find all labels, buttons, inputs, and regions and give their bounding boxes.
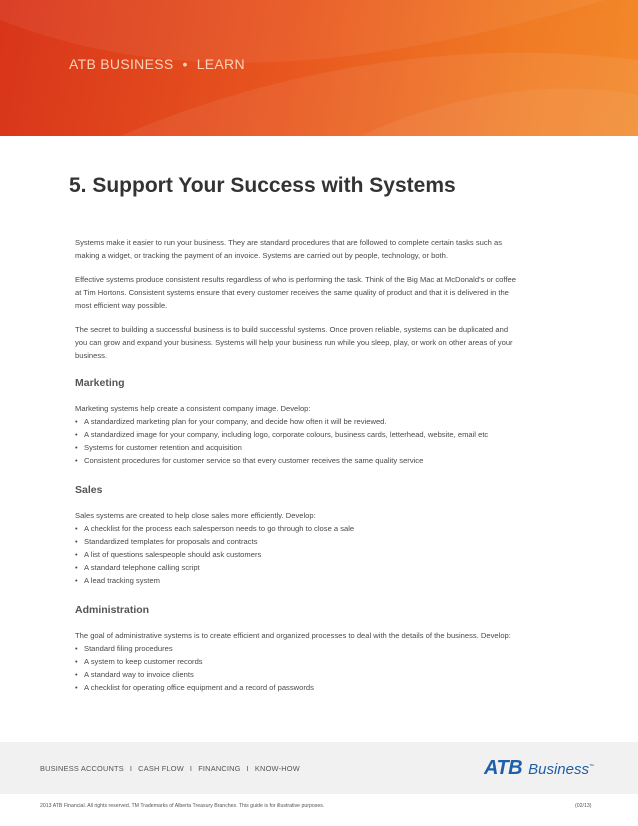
section-heading-sales: Sales [75, 484, 103, 496]
bullet-icon: • [75, 537, 78, 546]
section-intro-administration: The goal of administrative systems is to create efficient and organized processes to deal with the details of the business. Develop: [75, 631, 511, 640]
footer-nav [40, 764, 300, 773]
list-item: • A lead tracking system [75, 576, 160, 585]
bullet-icon: • [75, 657, 78, 666]
bullet-icon: • [75, 417, 78, 426]
atb-business-logo [484, 757, 594, 783]
footer-nav-business-accounts: BUSINESS ACCOUNTS [40, 764, 124, 773]
paragraph-secret: The secret to building a successful business is to build successful systems. Once proven reliable, systems can be duplicated and you can grow and expand your business. Systems will help your business run while you sleep, play, or work on other areas of your business. [75, 325, 513, 360]
bullet-icon: • [75, 644, 78, 653]
list-item: • A standardized marketing plan for your company, and decide how often it will be reviewed. [75, 417, 387, 426]
document-code: (02/13) [575, 803, 592, 809]
legal-notice: 2013 ATB Financial. All rights reserved. TM Trademarks of Alberta Treasury Branches. This guide is for illustrative purposes. [40, 803, 325, 809]
bullet-icon: • [75, 670, 78, 679]
logo-mark: ATB [484, 757, 523, 779]
list-item: • A checklist for the process each salesperson needs to go through to close a sale [75, 524, 355, 533]
list-item: • Standard filing procedures [75, 644, 173, 653]
bullet-list-administration [75, 642, 520, 694]
section-intro-marketing: Marketing systems help create a consistent company image. Develop: [75, 404, 311, 413]
list-item: • A checklist for operating office equipment and a record of passwords [75, 683, 314, 692]
list-item: • A standardized image for your company, including logo, corporate colours, business cards, letterhead, website, email etc [75, 430, 489, 439]
list-item: • A system to keep customer records [75, 657, 203, 666]
nav-separator: I [129, 764, 133, 773]
footer-nav-cash-flow: CASH FLOW [138, 764, 184, 773]
bullet-icon: • [75, 430, 78, 439]
footer-nav-financing: FINANCING [198, 764, 241, 773]
bullet-icon: • [75, 456, 78, 465]
bullet-icon: • [75, 550, 78, 559]
bullet-icon: • [75, 683, 78, 692]
banner-separator: • [182, 56, 188, 72]
list-item: • A list of questions salespeople should ask customers [75, 550, 262, 559]
page-title: 5. Support Your Success with Systems [69, 174, 456, 197]
bullet-icon: • [75, 563, 78, 572]
logo-trademark: ™ [589, 763, 594, 770]
bullet-icon: • [75, 524, 78, 533]
section-heading-marketing: Marketing [75, 377, 125, 389]
banner-section: LEARN [196, 56, 245, 72]
nav-separator: I [246, 764, 249, 773]
bullet-icon: • [75, 443, 78, 452]
footer-nav-know-how: KNOW-HOW [254, 764, 300, 773]
list-item: • Systems for customer retention and acquisition [75, 443, 242, 452]
banner-title [69, 56, 245, 72]
header-banner [0, 0, 638, 136]
nav-separator: I [189, 764, 193, 773]
section-intro-sales: Sales systems are created to help close sales more efficiently. Develop: [75, 511, 316, 520]
logo-wordmark: Business [528, 761, 589, 778]
list-item: • Consistent procedures for customer service so that every customer receives the same quality service [75, 456, 424, 465]
section-heading-administration: Administration [75, 604, 150, 616]
paragraph-intro: Systems make it easier to run your business. They are standard procedures that are followed to complete certain tasks such as making a widget, or tracking the payment of an invoice. Systems are carried out by people, technology, or both. [75, 238, 503, 260]
bullet-icon: • [75, 576, 78, 585]
bullet-list-sales [75, 522, 520, 587]
article-body [75, 236, 520, 707]
paragraph-consistency: Effective systems produce consistent results regardless of who is performing the task. Think of the Big Mac at McDonald’s or coffee at Tim Hortons. Consistent systems ensure that every customer receives the same quality of product and that it is delivered in the most efficient way possible. [75, 275, 516, 310]
list-item: • A standard telephone calling script [75, 563, 200, 572]
list-item: • Standardized templates for proposals and contracts [75, 537, 258, 546]
bullet-list-marketing [75, 415, 520, 467]
list-item: • A standard way to invoice clients [75, 670, 194, 679]
banner-brand: ATB BUSINESS [69, 56, 174, 72]
